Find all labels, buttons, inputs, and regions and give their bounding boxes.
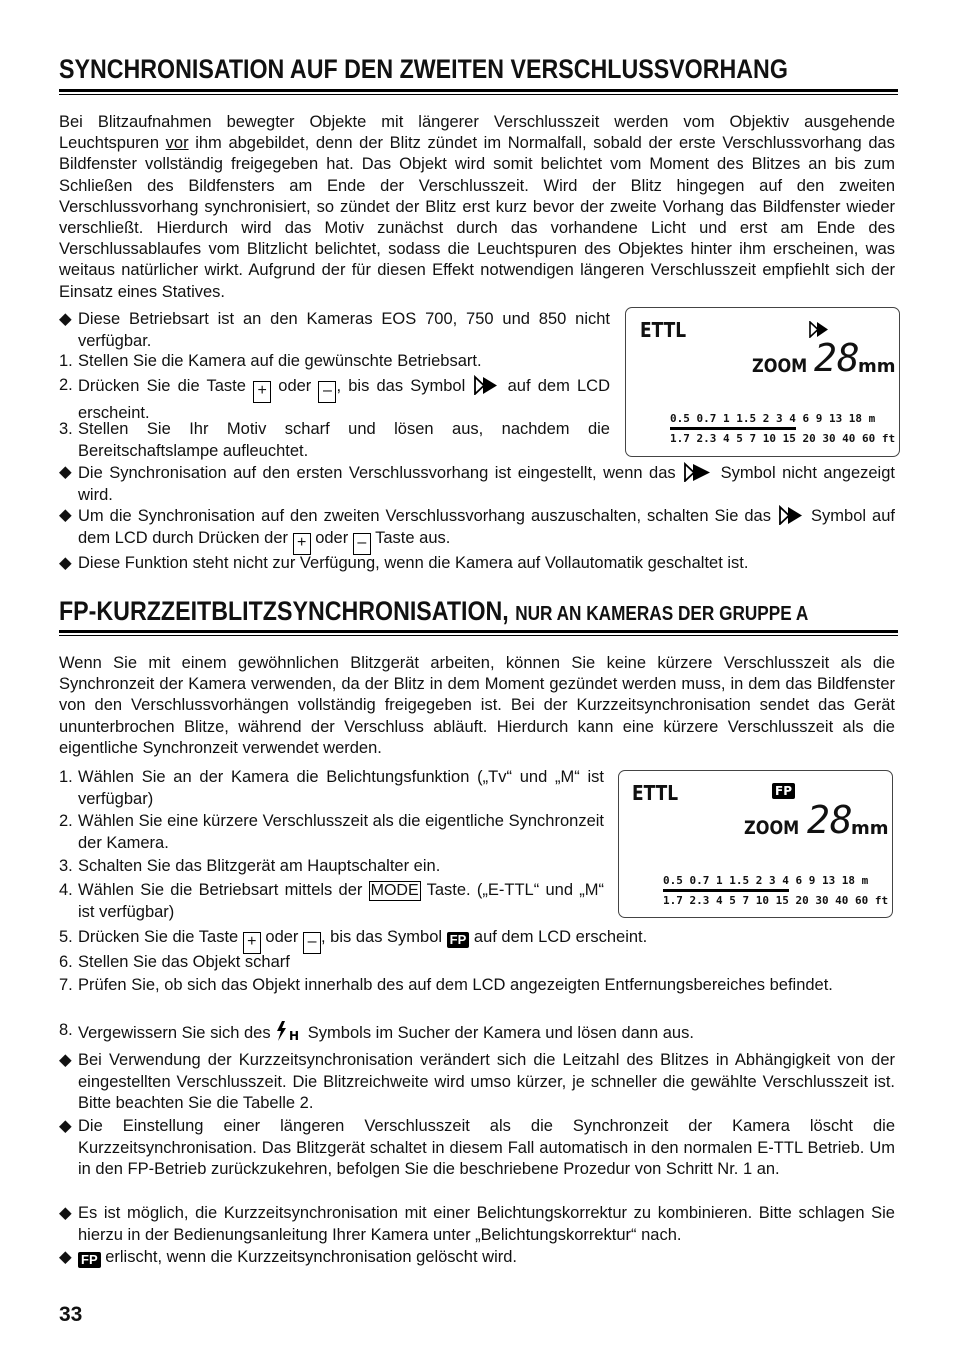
step-number: 1. — [59, 352, 73, 370]
item-text: Diese Funktion steht nicht zur Verfügung, wenn die Kamera auf Vollautomatik geschaltet ist. — [78, 554, 749, 572]
item-text — [78, 375, 610, 425]
text-part: auf dem LCD erscheint. — [473, 928, 648, 946]
fp-icon: FP — [447, 932, 470, 948]
item-text — [78, 462, 895, 506]
lcd-feet-scale: 1.7 2.3 4 5 7 10 15 20 30 40 60 ft — [670, 432, 896, 445]
text-part: Drücken Sie die Taste — [78, 928, 239, 946]
high-speed-flash-icon — [275, 1020, 303, 1042]
lcd-zoom-unit: mm — [858, 356, 896, 377]
item-text: Es ist möglich, die Kurzzeitsynchronisation mit einer Belichtungskorrektur zu kombinieren. Bitte schlagen Sie hierzu in der Bedienungsanleitung Ihrer Kamera unter „Belichtungskorrektur“ nach. — [78, 1204, 895, 1244]
lcd-zoom-label: ZOOM — [752, 355, 808, 377]
list-item — [59, 927, 895, 954]
list-item — [59, 767, 604, 810]
title-sub: NUR AN KAMERAS DER GRUPPE A — [515, 603, 809, 625]
item-text: Bei Verwendung der Kurzzeitsynchronisation verändert sich die Leitzahl des Blitzes in Abhängigkeit von der eingestellten Verschlusszeit. Die Blitzreichweite wird umso kürzer, je schneller die gewählte Verschlusszeit ist. Bitte beachten Sie die Tabelle 2. — [78, 1051, 895, 1112]
lcd-zoom-value: 28 — [807, 798, 853, 842]
text-part: Wählen Sie die Betriebsart mittels der — [78, 881, 363, 899]
step-number: 3. — [59, 420, 73, 438]
text-part: , bis das Symbol — [336, 377, 466, 395]
bullet-diamond: ◆ — [59, 1117, 72, 1135]
fp-icon: FP — [78, 1252, 101, 1268]
step-number: 8. — [59, 1021, 73, 1039]
list-item — [59, 1050, 895, 1115]
text-part: Taste. („E-TTL“ und „M“ ist verfügbar) — [78, 881, 604, 921]
intro-vor: vor — [165, 134, 189, 153]
second-curtain-sync-icon — [777, 505, 805, 525]
list-item — [59, 375, 610, 425]
text-part: Symbols im Sucher der Kamera und lösen dann aus. — [307, 1024, 694, 1042]
text-part: Symbol auf dem LCD durch Drücken der — [78, 507, 895, 547]
list-item — [59, 419, 610, 462]
list-item — [59, 462, 895, 506]
step-number: 6. — [59, 953, 73, 971]
text-part: Drücken Sie die Taste — [78, 377, 246, 395]
mode-key-icon: MODE — [370, 882, 419, 899]
plus-key-icon: + — [253, 381, 271, 403]
fp-icon: FP — [772, 783, 795, 799]
title-main: FP-KURZZEITBLITZSYNCHRONISATION, — [59, 596, 509, 626]
lcd-meter-scale: 0.5 0.7 1 1.5 2 3 4 6 9 13 18 m — [670, 412, 876, 425]
list-item — [59, 1020, 895, 1045]
minus-key-icon: – — [318, 381, 336, 403]
bullet-diamond: ◆ — [59, 554, 72, 572]
lcd-display-2 — [618, 770, 893, 918]
section1-intro — [59, 112, 895, 303]
second-curtain-sync-icon — [472, 375, 500, 395]
item-text: Stellen Sie das Objekt scharf — [78, 953, 290, 971]
step-number: 7. — [59, 976, 73, 994]
second-curtain-sync-icon — [682, 462, 714, 482]
text-part: erlischt, wenn die Kurzzeitsynchronisation gelöscht wird. — [105, 1248, 517, 1266]
text-part: Um die Synchronisation auf den zweiten Verschlussvorhang auszuschalten, schalten Sie das — [78, 507, 771, 525]
item-text: Stellen Sie die Kamera auf die gewünschte Betriebsart. — [78, 352, 482, 370]
text-part: Taste aus. — [375, 528, 451, 547]
item-text — [78, 927, 895, 954]
lcd-feet-scale: 1.7 2.3 4 5 7 10 15 20 30 40 60 ft — [663, 894, 889, 907]
title-rule — [59, 630, 898, 636]
item-text: Wählen Sie eine kürzere Verschlusszeit als die eigentliche Synchronzeit der Kamera. — [78, 812, 604, 852]
item-text: Die Einstellung einer längeren Verschlusszeit als die Synchronzeit der Kamera löscht die Kurzzeitsynchronisation. Das Blitzgerät schaltet in diesem Fall automatisch in den normalen E-TTL Betrieb. Um in den FP-Betrieb zurückzukehren, befolgen Sie die beschriebene Prozedur von Schritt Nr. 1 an. — [78, 1117, 895, 1178]
page-number: 33 — [59, 1303, 83, 1326]
item-text — [78, 505, 895, 555]
text-part: , bis das Symbol — [321, 928, 443, 946]
item-text: Prüfen Sie, ob sich das Objekt innerhalb des auf dem LCD angezeigten Entfernungsbereiches befindet. — [78, 976, 833, 994]
item-text — [78, 1247, 895, 1269]
item-text: Diese Betriebsart ist an den Kameras EOS 700, 750 und 850 nicht verfügbar. — [78, 310, 610, 350]
list-item — [59, 880, 604, 923]
bullet-diamond: ◆ — [59, 463, 72, 481]
lcd-meter-scale: 0.5 0.7 1 1.5 2 3 4 6 9 13 18 m — [663, 874, 869, 887]
text-part: auf dem LCD erscheint. — [78, 377, 610, 422]
step-number: 2. — [59, 376, 73, 394]
plus-key-icon: + — [243, 932, 261, 954]
lcd-display-1 — [625, 307, 900, 457]
item-text: Stellen Sie Ihr Motiv scharf und lösen aus, nachdem die Bereitschaftslampe aufleuchtet. — [78, 420, 610, 460]
text-part: oder — [265, 928, 299, 946]
list-item — [59, 505, 895, 555]
step-number: 5. — [59, 928, 73, 946]
intro-text-a: Bei Blitzaufnahmen bewegter Objekte mit längerer Verschlusszeit werden vom Objektiv ausgehende Leuchtspuren — [59, 113, 895, 153]
bullet-diamond: ◆ — [59, 310, 72, 328]
bullet-diamond: ◆ — [59, 1248, 72, 1266]
svg-text:H: H — [289, 1029, 300, 1042]
section2-intro: Wenn Sie mit einem gewöhnlichen Blitzgerät arbeiten, können Sie keine kürzere Verschlusszeit als die Synchronzeit der Kamera verwenden, da der Blitz in dem Moment gezündet werden muss, in dem das Bildfenster von den Verschlussvorhängen vollständig freigegeben ist. Bei der Kurzzeitsynchronisation sendet das Gerät ununterbrochen Blitze, während der Verschluss abläuft. Hierdurch kann eine kürzere Verschlusszeit als die eigentliche Synchronzeit verwendet werden. — [59, 654, 895, 757]
minus-key-icon: – — [353, 533, 371, 555]
list-item — [59, 975, 895, 997]
step-number: 1. — [59, 768, 73, 786]
section2-title — [59, 596, 808, 627]
section1-title: SYNCHRONISATION AUF DEN ZWEITEN VERSCHLUSSVORHANG — [59, 54, 788, 84]
list-item — [59, 351, 610, 373]
text-part: Symbol nicht angezeigt wird. — [78, 464, 895, 504]
item-text — [78, 1020, 895, 1045]
lcd-zoom-unit: mm — [851, 818, 889, 839]
bullet-diamond: ◆ — [59, 506, 72, 524]
list-item — [59, 856, 604, 878]
title-rule — [59, 89, 898, 95]
plus-key-icon: + — [293, 533, 311, 555]
lcd-mode: ETTL — [632, 781, 679, 805]
text-part: oder — [278, 377, 312, 395]
bullet-diamond: ◆ — [59, 1051, 72, 1069]
bullet-diamond: ◆ — [59, 1204, 72, 1222]
lcd-zoom-value: 28 — [814, 336, 860, 380]
list-item — [59, 952, 895, 974]
text-part: Die Synchronisation auf den ersten Verschlussvorhang ist eingestellt, wenn das — [78, 464, 676, 482]
text-part: oder — [315, 528, 349, 547]
minus-key-icon: – — [303, 932, 321, 954]
item-text — [78, 880, 604, 923]
list-item — [59, 811, 604, 854]
step-number: 3. — [59, 857, 73, 875]
list-item — [59, 1116, 895, 1181]
step-number: 4. — [59, 881, 73, 899]
intro-text-b: ihm abgebildet, denn der Blitz zündet im Normalfall, sobald der erste Verschlussvorhang das Bildfenster vollständig freigegeben hat. Das Objekt wird somit belichtet vom Moment des Blitzes an bis zum Schließen des Bildfensters am Ende der Verschlusszeit. Wird der Blitz hingegen auf den zweiten Verschlussvorhang synchronisiert, so zündet der Blitz erst kurz bevor der zweite Vorhang das Bildfenster wieder verschließt. Hierdurch wird das Motiv zunächst durch das vorhandene Licht und erst am Ende des Verschlussablaufes vom Blitzlicht belichtet, sodass die Leuchtspuren des Objektes hinter ihm erscheinen, was weitaus natürlicher wirkt. Aufgrund der für diesen Effekt notwendigen längeren Verschlusszeit empfiehlt sich der Einsatz eines Statives. — [59, 134, 895, 301]
list-item — [59, 1203, 895, 1246]
step-number: 2. — [59, 812, 73, 830]
list-item — [59, 309, 610, 352]
lcd-mode: ETTL — [640, 318, 687, 342]
item-text: Schalten Sie das Blitzgerät am Hauptschalter ein. — [78, 857, 441, 875]
item-text: Wählen Sie an der Kamera die Belichtungsfunktion („Tv“ und „M“ ist verfügbar) — [78, 768, 604, 808]
text-part: Vergewissern Sie sich des — [78, 1024, 271, 1042]
lcd-zoom-label: ZOOM — [744, 817, 800, 839]
list-item — [59, 1247, 895, 1269]
list-item — [59, 553, 895, 575]
